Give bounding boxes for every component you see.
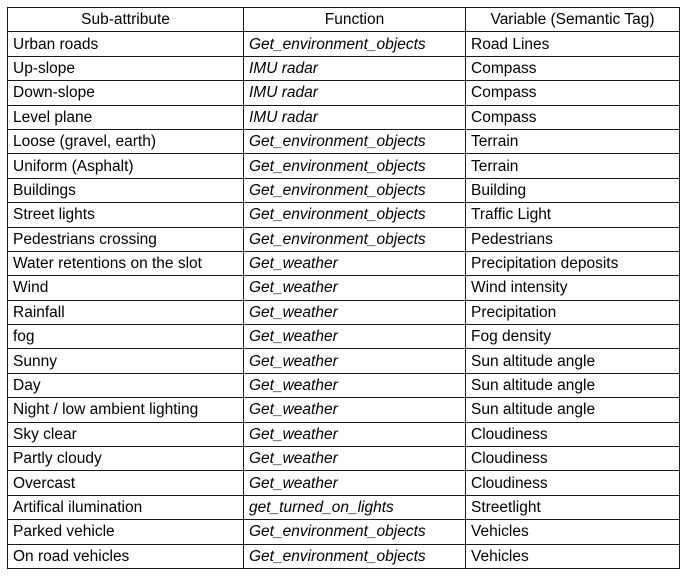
sub-attribute-cell: Buildings [8, 178, 244, 202]
header-sub-attribute: Sub-attribute [8, 8, 244, 32]
sub-attribute-cell: Loose (gravel, earth) [8, 129, 244, 153]
function-cell: Get_weather [244, 373, 466, 397]
sub-attribute-cell: On road vehicles [8, 544, 244, 568]
sub-attribute-cell: Down-slope [8, 81, 244, 105]
variable-cell: Fog density [466, 325, 680, 349]
variable-cell: Cloudiness [466, 471, 680, 495]
variable-cell: Vehicles [466, 520, 680, 544]
function-cell: Get_weather [244, 300, 466, 324]
sub-attribute-cell: Street lights [8, 203, 244, 227]
function-cell: Get_weather [244, 251, 466, 275]
function-cell: Get_environment_objects [244, 129, 466, 153]
table-row [8, 276, 680, 300]
sub-attribute-cell: Sky clear [8, 422, 244, 446]
variable-cell: Sun altitude angle [466, 373, 680, 397]
sub-attribute-cell: Rainfall [8, 300, 244, 324]
sub-attribute-cell: Uniform (Asphalt) [8, 154, 244, 178]
sub-attribute-cell: Up-slope [8, 56, 244, 80]
table-body [8, 32, 680, 569]
function-cell: Get_environment_objects [244, 544, 466, 568]
sub-attribute-cell: Water retentions on the slot [8, 251, 244, 275]
header-function: Function [244, 8, 466, 32]
variable-cell: Sun altitude angle [466, 398, 680, 422]
table-row [8, 471, 680, 495]
function-cell: Get_environment_objects [244, 32, 466, 56]
sub-attribute-cell: Parked vehicle [8, 520, 244, 544]
variable-cell: Vehicles [466, 544, 680, 568]
table-row [8, 422, 680, 446]
table-row [8, 81, 680, 105]
function-cell: Get_weather [244, 325, 466, 349]
variable-cell: Wind intensity [466, 276, 680, 300]
sub-attribute-cell: Sunny [8, 349, 244, 373]
table-row [8, 178, 680, 202]
function-cell: Get_weather [244, 447, 466, 471]
variable-cell: Road Lines [466, 32, 680, 56]
table-row [8, 56, 680, 80]
sub-attribute-cell: Level plane [8, 105, 244, 129]
function-cell: Get_weather [244, 471, 466, 495]
function-cell: Get_weather [244, 398, 466, 422]
variable-cell: Compass [466, 81, 680, 105]
function-cell: Get_weather [244, 276, 466, 300]
variable-cell: Terrain [466, 154, 680, 178]
table-header [8, 8, 680, 32]
table-row [8, 349, 680, 373]
table-row [8, 325, 680, 349]
function-cell: Get_environment_objects [244, 520, 466, 544]
function-cell: Get_weather [244, 349, 466, 373]
table-row [8, 251, 680, 275]
function-cell: Get_environment_objects [244, 203, 466, 227]
variable-cell: Precipitation deposits [466, 251, 680, 275]
table-row [8, 495, 680, 519]
header-row [8, 8, 680, 32]
variable-cell: Pedestrians [466, 227, 680, 251]
sub-attribute-cell: fog [8, 325, 244, 349]
table-row [8, 447, 680, 471]
variable-cell: Terrain [466, 129, 680, 153]
table-row [8, 300, 680, 324]
table-row [8, 227, 680, 251]
variable-cell: Cloudiness [466, 447, 680, 471]
variable-cell: Compass [466, 105, 680, 129]
variable-cell: Traffic Light [466, 203, 680, 227]
table-row [8, 373, 680, 397]
function-cell: Get_environment_objects [244, 178, 466, 202]
variable-cell: Streetlight [466, 495, 680, 519]
variable-cell: Precipitation [466, 300, 680, 324]
table-row [8, 129, 680, 153]
sub-attribute-cell: Partly cloudy [8, 447, 244, 471]
sub-attribute-cell: Wind [8, 276, 244, 300]
table-row [8, 520, 680, 544]
variable-cell: Cloudiness [466, 422, 680, 446]
sub-attribute-cell: Pedestrians crossing [8, 227, 244, 251]
table-row [8, 154, 680, 178]
table-row [8, 32, 680, 56]
sub-attribute-cell: Urban roads [8, 32, 244, 56]
variable-cell: Sun altitude angle [466, 349, 680, 373]
function-cell: Get_environment_objects [244, 227, 466, 251]
header-variable-semantic-tag: Variable (Semantic Tag) [466, 8, 680, 32]
variable-cell: Compass [466, 56, 680, 80]
function-cell: IMU radar [244, 56, 466, 80]
sub-attribute-cell: Night / low ambient lighting [8, 398, 244, 422]
sub-attribute-cell: Artifical ilumination [8, 495, 244, 519]
function-cell: get_turned_on_lights [244, 495, 466, 519]
sub-attribute-cell: Day [8, 373, 244, 397]
attribute-table [7, 7, 680, 569]
function-cell: Get_environment_objects [244, 154, 466, 178]
sub-attribute-cell: Overcast [8, 471, 244, 495]
table-row [8, 544, 680, 568]
table-row [8, 398, 680, 422]
function-cell: IMU radar [244, 81, 466, 105]
function-cell: Get_weather [244, 422, 466, 446]
variable-cell: Building [466, 178, 680, 202]
table-row [8, 203, 680, 227]
function-cell: IMU radar [244, 105, 466, 129]
attribute-table-container [7, 7, 680, 569]
table-row [8, 105, 680, 129]
